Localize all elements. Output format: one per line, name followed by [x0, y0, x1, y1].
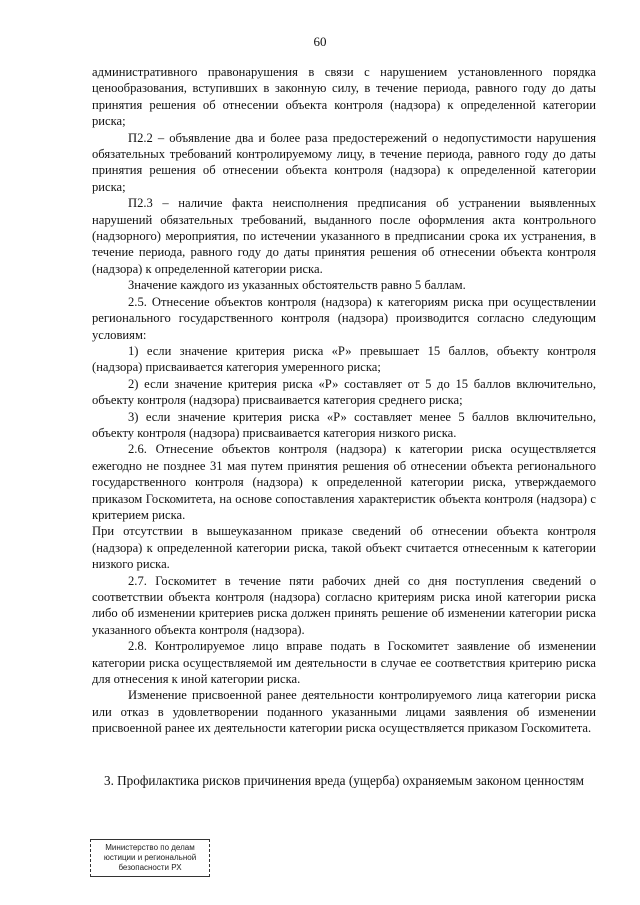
- ministry-stamp: [90, 839, 210, 877]
- stamp-line: безопасности РХ: [118, 863, 182, 872]
- list-item-condition-3: 3) если значение критерия риска «Р» составляет менее 5 баллов включительно, объекту контроля (надзора) присваивается категория низкого риска.: [92, 409, 596, 440]
- paragraph-2-6: 2.6. Отнесение объектов контроля (надзора) к категории риска осуществляется ежегодно не позднее 31 мая путем принятия решения об отнесении объекта регионального государственного контроля (надзора) к определенной категории риска, утверждаемого приказом Госкомитета, на основе сопоставления характеристик объекта контроля (надзора) с критерием риска.: [92, 442, 596, 522]
- paragraph-score-value: Значение каждого из указанных обстоятельств равно 5 баллам.: [128, 278, 466, 293]
- list-item-condition-2: 2) если значение критерия риска «Р» составляет от 5 до 15 баллов включительно, объекту контроля (надзора) присваивается категория среднего риска;: [92, 376, 596, 408]
- paragraph-p2-3: П2.3 – наличие факта неисполнения предписания об устранении выявленных нарушений обязательных требований, выданного после оформления акта контрольного (надзорного) мероприятия, по истечении указанного в предписании срока их устранения, в течение периода, равного году до даты принятия решения об отнесении объекта контроля (надзора) к определенной категории риска.: [92, 196, 596, 276]
- paragraph-continuation: административного правонарушения в связи с нарушением установленного порядка ценообразования, вступивших в законную силу, в течение периода, равного году до даты принятия решения об отнесении объекта контроля (надзора) к определенной категории риска;: [92, 65, 596, 129]
- stamp-line: юстиции и региональной: [103, 853, 197, 862]
- paragraph-low-risk-default: При отсутствии в вышеуказанном приказе сведений об отнесении объекта контроля (надзора) к определенной категории риска, такой объект считается отнесенным к категории низкого риска.: [92, 524, 596, 572]
- paragraph-p2-2: П2.2 – объявление два и более раза предостережений о недопустимости нарушения обязательных требований контролируемому лицу, в течение периода, равного году до даты принятия решения об отнесении объекта контроля (надзора) к определенной категории риска;: [92, 130, 596, 194]
- paragraph-category-change: Изменение присвоенной ранее деятельности контролируемого лица категории риска или отказ в удовлетворении поданного указанными лицами заявления об изменении присвоенной ранее их деятельности категории риска осуществляется приказом Госкомитета.: [92, 688, 596, 736]
- list-item-condition-1: 1) если значение критерия риска «Р» превышает 15 баллов, объекту контроля (надзора) присваивается категория умеренного риска;: [92, 343, 596, 375]
- paragraph-2-8: 2.8. Контролируемое лицо вправе подать в Госкомитет заявление об изменении категории риска осуществляемой им деятельности в случае ее соответствия критерию риска для отнесения к иной категории риска.: [92, 639, 596, 687]
- page-number: 60: [313, 34, 327, 49]
- stamp-line: Министерство по делам: [105, 843, 195, 852]
- section-heading: 3. Профилактика рисков причинения вреда (ущерба) охраняемым законом ценностям: [103, 773, 585, 788]
- document-body: [92, 64, 596, 737]
- paragraph-2-5: 2.5. Отнесение объектов контроля (надзора) к категориям риска при осуществлении регионального государственного контроля (надзора) производится согласно следующим условиям:: [92, 294, 596, 342]
- paragraph-2-7: 2.7. Госкомитет в течение пяти рабочих дней со дня поступления сведений о соответствии объекта контроля (надзора) согласно критериям риска иной категории риска либо об изменении критериев риска должен принять решение об изменении категории риска указанного объекта контроля (надзора).: [92, 573, 596, 637]
